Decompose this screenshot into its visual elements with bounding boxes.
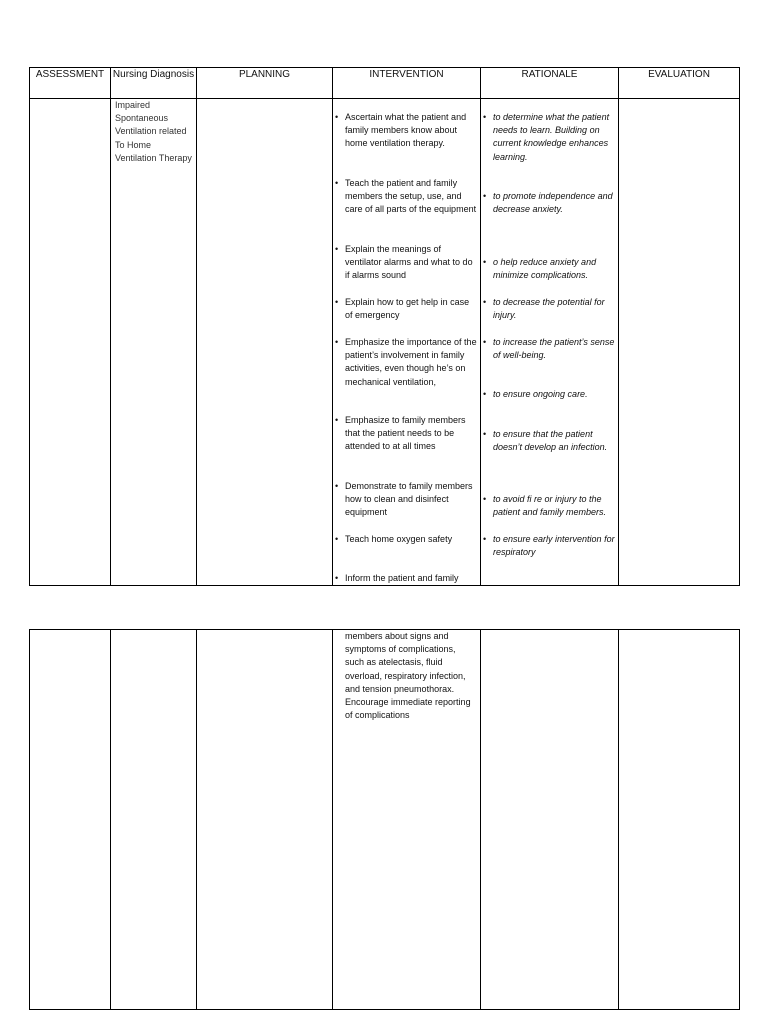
bullet: • [335, 337, 339, 347]
bullet: • [483, 191, 487, 201]
assessment-cell [30, 630, 111, 1010]
bullet: • [335, 112, 339, 122]
care-plan-table-page-2 [29, 629, 740, 1010]
assessment-cell [30, 99, 111, 586]
bullet: • [483, 257, 487, 267]
intervention-cell [333, 630, 481, 1010]
nursing-diagnosis-text: Impaired Spontaneous Ventilation related To Home Ventilation Therapy [115, 100, 192, 163]
continued-row [30, 630, 740, 1010]
header-rationale: RATIONALE [481, 68, 619, 99]
header-evaluation: EVALUATION [619, 68, 740, 99]
evaluation-cell [619, 99, 740, 586]
bullet: • [483, 494, 487, 504]
bullet: • [335, 297, 339, 307]
header-planning: PLANNING [197, 68, 333, 99]
planning-cell [197, 630, 333, 1010]
header-nursing-diagnosis: Nursing Diagnosis [111, 68, 197, 99]
bullet: • [483, 297, 487, 307]
diagnosis-cell [111, 630, 197, 1010]
bullet: • [335, 178, 339, 188]
bullet: • [335, 534, 339, 544]
header-intervention: INTERVENTION [333, 68, 481, 99]
evaluation-cell [619, 630, 740, 1010]
intervention-continued-text: members about signs and symptoms of complications, such as atelectasis, fluid overload, respiratory infection, and tension pneumothorax. Encourage immediate reporting of complications [345, 631, 471, 721]
bullet: • [335, 415, 339, 425]
intervention-cell: • Ascertain what the patient and family members know about home ventilation therapy. • Teach the patient and family members the setup, use, and care of all parts of the equipment • Explain the meanings of ventilator alarms and what to do if alarms sound • Explain how to get help in case of emergency • Emphasize the importance of the patient’s involvement in family activities, even though he’s on mechanical ventilation, • Emphasize to family members that the patient needs to be attended to at all times • Demonstrate to family members how to clean and disinfect equipment • Teach home oxygen safety • Inform the patient and family [333, 99, 481, 586]
bullet: • [483, 337, 487, 347]
bullet: • [335, 481, 339, 491]
bullet: • [483, 112, 487, 122]
bullet: • [483, 429, 487, 439]
bullet: • [483, 534, 487, 544]
bullet: • [335, 573, 339, 583]
bullet: • [335, 244, 339, 254]
diagnosis-cell [111, 99, 197, 586]
care-plan-table-page-1 [29, 67, 740, 586]
header-row [30, 68, 740, 99]
body-row [30, 99, 740, 586]
bullet: • [483, 389, 487, 399]
rationale-cell [481, 630, 619, 1010]
header-assessment: ASSESSMENT [30, 68, 111, 99]
rationale-cell: • to determine what the patient needs to learn. Building on current knowledge enhances learning. • to promote independence and decrease anxiety. • o help reduce anxiety and minimize complications. • to decrease the potential for injury. • to increase the patient’s sense of well-being. • to ensure ongoing care. • to ensure that the patient doesn’t develop an infection. • to avoid fi re or injury to the patient and family members. • to ensure early intervention for respiratory [481, 99, 619, 586]
planning-cell [197, 99, 333, 586]
